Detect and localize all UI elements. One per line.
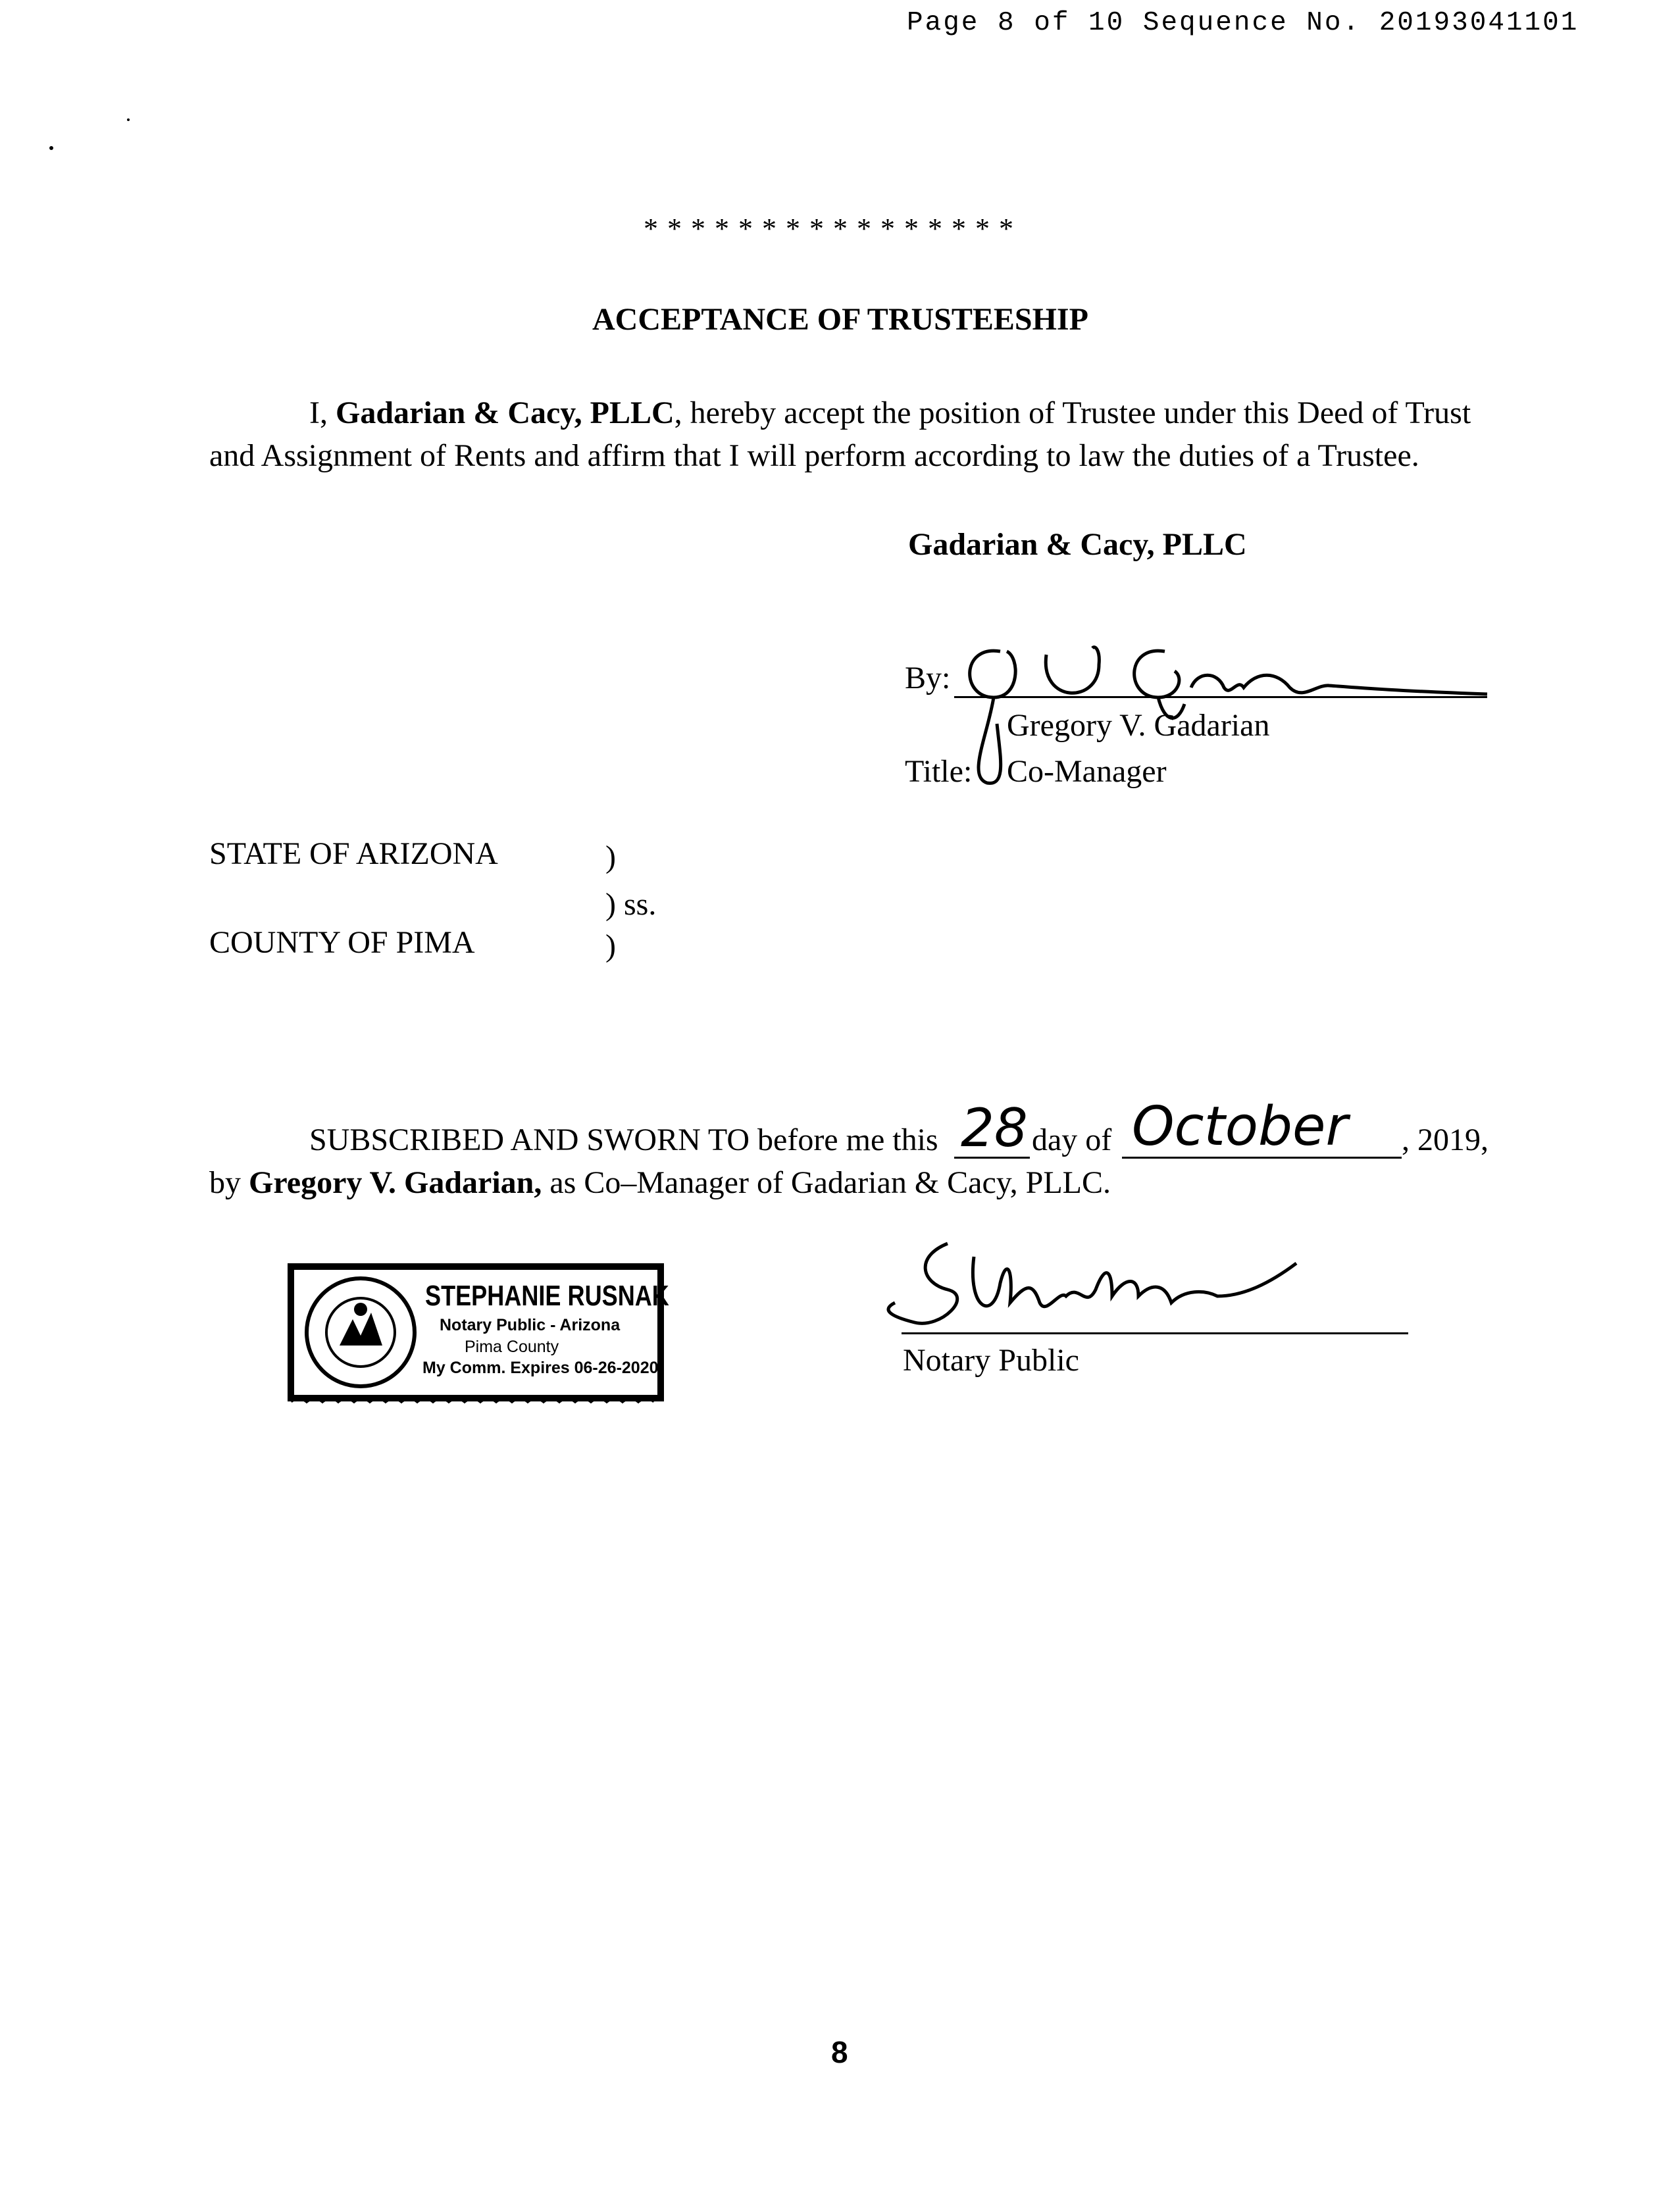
document-title: ACCEPTANCE OF TRUSTEESHIP bbox=[592, 302, 1088, 337]
text: I, bbox=[309, 395, 336, 430]
stamp-name: STEPHANIE RUSNAK bbox=[425, 1280, 669, 1312]
notary-public-label: Notary Public bbox=[903, 1343, 1079, 1378]
notary-signature-line bbox=[902, 1332, 1408, 1334]
title-value: Co-Manager bbox=[1007, 754, 1167, 789]
separator-stars: **************** bbox=[644, 213, 1023, 245]
page-number: 8 bbox=[831, 2035, 848, 2069]
jurat-line1-c: , 2019, bbox=[1402, 1122, 1489, 1157]
signature-company: Gadarian & Cacy, PLLC bbox=[908, 527, 1247, 562]
company-name: Gadarian & Cacy, PLLC bbox=[335, 395, 675, 430]
notary-stamp bbox=[287, 1260, 669, 1408]
venue-paren-1: ) bbox=[605, 840, 616, 874]
speck-mark bbox=[49, 146, 53, 150]
handwritten-day: 28 bbox=[961, 1097, 1028, 1159]
venue-paren-ss: ) ss. bbox=[605, 887, 657, 922]
text: , hereby accept the position of Trustee under this Deed of Trust bbox=[674, 395, 1471, 430]
text: by bbox=[209, 1165, 249, 1200]
speck-mark bbox=[127, 118, 130, 121]
signer-name: Gregory V. Gadarian bbox=[1007, 708, 1270, 743]
jurat-line2 bbox=[209, 1165, 1111, 1201]
signer-name-bold: Gregory V. Gadarian, bbox=[249, 1165, 542, 1200]
venue-paren-3: ) bbox=[605, 928, 616, 963]
handwritten-month: October bbox=[1132, 1095, 1348, 1158]
notary-signature-scribble bbox=[875, 1230, 1349, 1349]
venue-state: STATE OF ARIZONA bbox=[209, 836, 498, 871]
jurat-line1-a: SUBSCRIBED AND SWORN TO before me this bbox=[309, 1122, 938, 1157]
title-label: Title: bbox=[905, 754, 973, 789]
jurat-line1-b: day of bbox=[1032, 1122, 1112, 1157]
stamp-line2: Pima County bbox=[465, 1338, 559, 1356]
text: as Co–Manager of Gadarian & Cacy, PLLC. bbox=[542, 1165, 1111, 1200]
by-label: By: bbox=[905, 661, 951, 695]
venue-county: COUNTY OF PIMA bbox=[209, 925, 475, 960]
stamp-line3: My Comm. Expires 06-26-2020 bbox=[422, 1359, 659, 1377]
page-header: Page 8 of 10 Sequence No. 20193041101 bbox=[907, 8, 1579, 38]
acceptance-paragraph-line1 bbox=[309, 395, 1471, 431]
acceptance-paragraph-line2: and Assignment of Rents and affirm that I will perform according to law the duties of a Trustee. bbox=[209, 438, 1419, 473]
stamp-line1: Notary Public - Arizona bbox=[440, 1316, 621, 1334]
